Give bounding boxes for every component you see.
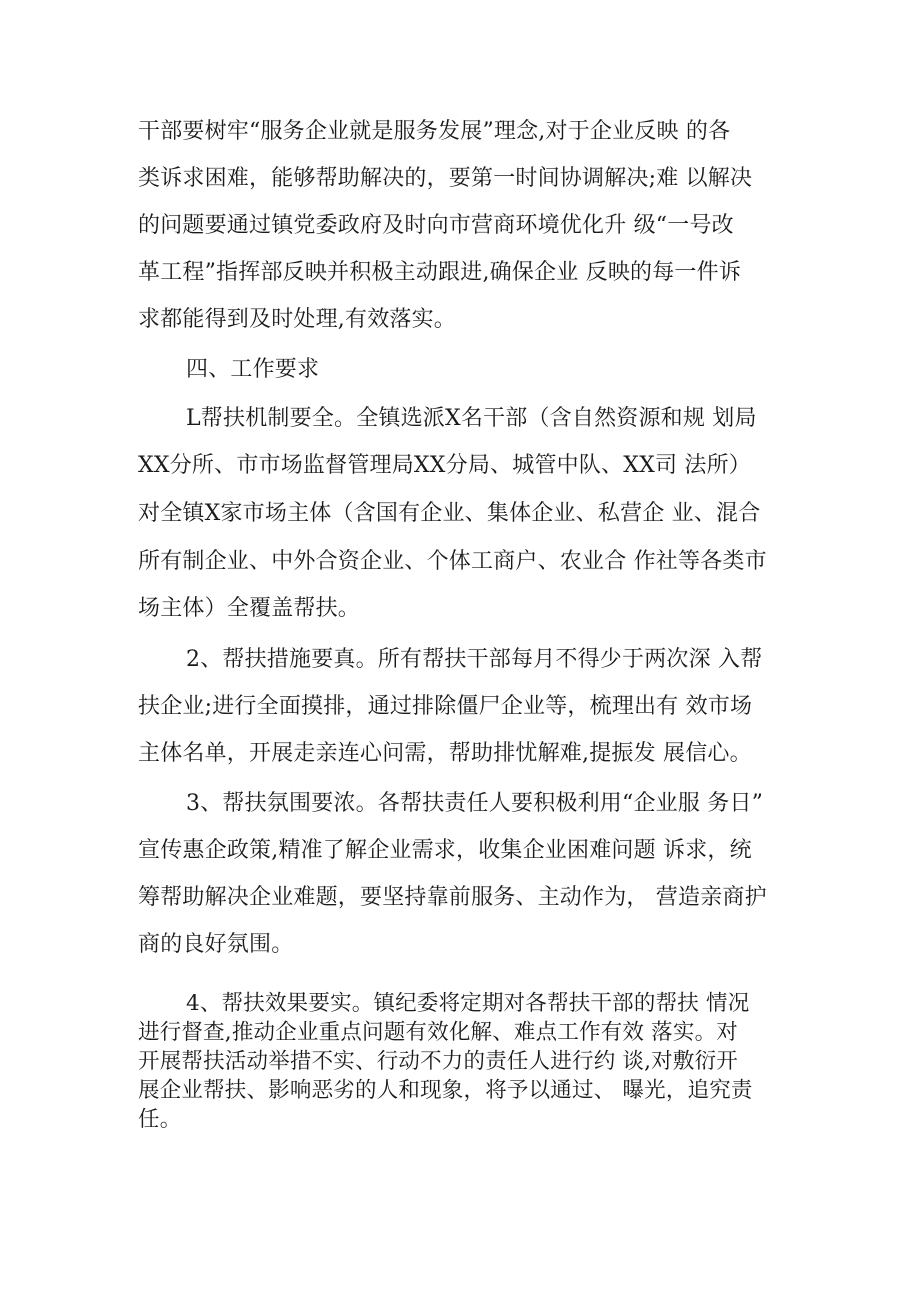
- paragraph-3-line-2: 扶企业;进行全面摸排，通过排除僵尸企业等，梳理出有 效市场: [138, 694, 753, 719]
- paragraph-1-line-2: 类诉求困难，能够帮助解决的，要第一时间协调解决;难 以解决: [138, 166, 753, 191]
- paragraph-3-line-3: 主体名单，开展走亲连心问需，帮助排忧解难,提振发 展信心。: [138, 741, 752, 766]
- paragraph-5-line-4: 展企业帮扶、影响恶劣的人和现象，将予以通过、 曝光，追究责: [138, 1078, 753, 1103]
- paragraph-4-line-3: 筹帮助解决企业难题，要坚持靠前服务、主动作为， 营造亲商护: [138, 885, 767, 910]
- paragraph-2-line-2: XX分所、市市场监督管理局XX分局、城管中队、XX司 法所）: [138, 453, 751, 478]
- paragraph-5-line-2: 进行督查,推动企业重点问题有效化解、难点工作有效 落实。对: [138, 1020, 738, 1045]
- paragraph-1-line-3: 的问题要通过镇党委政府及时向市营商环境优化升 级“一号改: [138, 213, 734, 238]
- paragraph-4-line-1: 3、帮扶氛围要浓。各帮扶责任人要积极利用“企业服 务日”: [186, 791, 764, 816]
- paragraph-5-line-3: 开展帮扶活动举措不实、行动不力的责任人进行约 谈,对敷衍开: [138, 1049, 738, 1074]
- paragraph-5-line-5: 任。: [138, 1107, 182, 1132]
- paragraph-5-line-1: 4、帮扶效果要实。镇纪委将定期对各帮扶干部的帮扶 情况: [186, 991, 750, 1016]
- section-heading: 四、工作要求: [186, 357, 320, 382]
- paragraph-1-line-4: 革工程”指挥部反映并积极主动跟进,确保企业 反映的每一件诉: [138, 260, 742, 285]
- paragraph-3-line-1: 2、帮扶措施要真。所有帮扶干部每月不得少于两次深 入帮: [186, 647, 763, 672]
- paragraph-4-line-2: 宣传惠企政策,精准了解企业需求，收集企业困难问题 诉求，统: [138, 838, 752, 863]
- paragraph-2-line-3: 对全镇X家市场主体（含国有企业、集体企业、私营企 业、混合: [138, 501, 761, 526]
- paragraph-2-line-5: 场主体）全覆盖帮扶。: [138, 596, 361, 621]
- paragraph-1-line-1: 干部要树牢“服务企业就是服务发展”理念,对于企业反映 的各: [138, 119, 731, 144]
- paragraph-1-line-5: 求都能得到及时处理,有效落实。: [138, 307, 456, 332]
- paragraph-2-line-1: L帮扶机制要全。全镇选派X名干部（含自然资源和规 划局: [186, 406, 757, 431]
- paragraph-4-line-4: 商的良好氛围。: [138, 932, 294, 957]
- paragraph-2-line-4: 所有制企业、中外合资企业、个体工商户、农业合 作社等各类市: [138, 549, 767, 574]
